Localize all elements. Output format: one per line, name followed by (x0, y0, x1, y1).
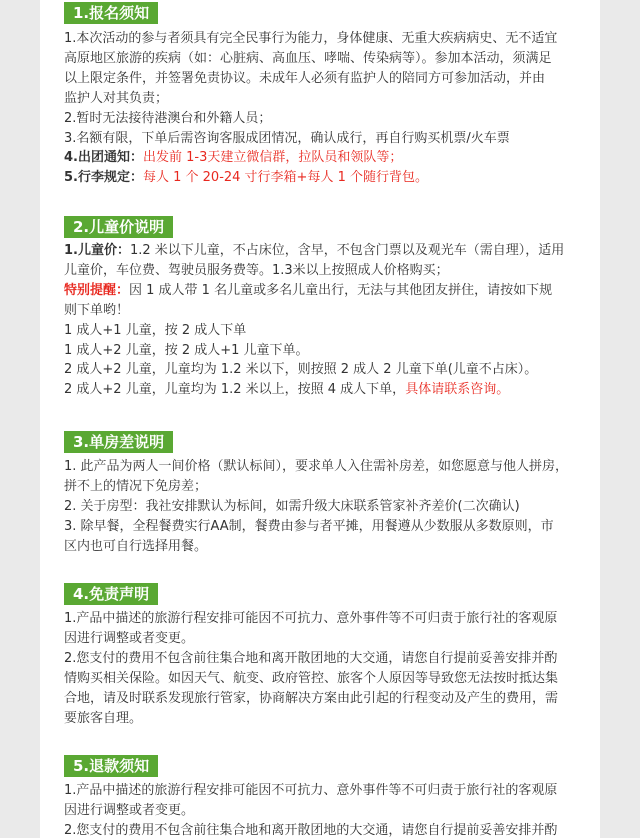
section-single-room (40, 431, 582, 557)
text-line: 1.产品中描述的旅游行程安排可能因不可抗力、意外事件等不可归责于旅行社的客观原 (64, 783, 558, 798)
text-line: 1.产品中描述的旅游行程安排可能因不可抗力、意外事件等不可归责于旅行社的客观原 (64, 611, 558, 626)
line-prefix: 4.出团通知： (64, 150, 143, 166)
text-line: 3. 除早餐，全程餐费实行AA制，餐费由参与者平摊，用餐遵从少数服从多数原则，市 (64, 518, 554, 534)
text-line: 2.您支付的费用不包含前往集合地和离开散团地的大交通，请您自行提前妥善安排并酌 (64, 650, 558, 666)
text-line: 监护人对其负责； (64, 90, 169, 106)
line-prefix: 1.儿童价： (64, 243, 130, 258)
section-disclaimer (40, 583, 572, 728)
section-title: 1.报名须知 (64, 2, 158, 24)
line-text: 因 1 成人带 1 名儿童或多名儿童出行，无法与其他团友拼住，请按如下规 (129, 282, 553, 298)
text-line: 因进行调整或者变更。 (64, 630, 195, 646)
line-prefix: 5.行李规定： (64, 170, 143, 186)
line-text: 1.2 米以下儿童，不占床位，含早，不包含门票以及观光车（需自理），适用 (129, 243, 565, 258)
section-title: 3.单房差说明 (64, 431, 173, 453)
text-line: 2.您支付的费用不包含前往集合地和离开散团地的大交通，请您自行提前妥善安排并酌 (64, 822, 558, 838)
text-line: 拼不上的情况下免房差； (64, 478, 208, 494)
text-line (64, 168, 557, 188)
line-text: 2 成人+2 儿童，儿童均为 1.2 米以上，按照 4 成人下单， (64, 382, 406, 398)
text-line: 以上限定条件，并签署免责协议。未成年人必须有监护人的陪同方可参加活动，并由 (64, 70, 546, 86)
highlight-text: 出发前 1-3天建立微信群，拉队员和领队等； (142, 150, 403, 166)
text-line (64, 281, 564, 301)
text-line (64, 241, 564, 261)
section-refund (40, 755, 571, 838)
section-title: 4.免责声明 (64, 583, 158, 605)
text-line: 3.名额有限，下单后需咨询客服成团情况，确认成行，再自行购买机票/火车票 (64, 130, 510, 146)
section-title: 2.儿童价说明 (64, 216, 173, 238)
text-line: 要旅客自理。 (64, 710, 143, 726)
warning-label: 特别提醒： (64, 282, 130, 298)
text-line (64, 148, 557, 168)
text-line: 则下单哟！ (64, 302, 130, 318)
notice-page (40, 0, 600, 838)
section-title: 5.退款须知 (64, 755, 158, 777)
text-line (64, 380, 564, 400)
text-line: 2 成人+2 儿童，儿童均为 1.2 米以下，则按照 2 成人 2 儿童下单(儿童不占床）。 (64, 362, 538, 378)
text-line: 2. 关于房型：我社安排默认为标间，如需升级大床联系管家补齐差价(二次确认) (64, 498, 520, 514)
text-line: 2.暂时无法接待港澳台和外籍人员； (64, 110, 272, 126)
text-line: 儿童价，车位费、驾驶员服务费等。1.3米以上按照成人价格购买； (64, 262, 449, 278)
text-line: 1 成人+2 儿童，按 2 成人+1 儿童下单。 (64, 342, 309, 358)
section-registration (40, 2, 571, 188)
highlight-text: 每人 1 个 20-24 寸行李箱+每人 1 个随行背包。 (142, 170, 428, 186)
text-line: 1.本次活动的参与者须具有完全民事行为能力，身体健康、无重大疾病病史、无不适宜 (64, 31, 558, 46)
text-line: 1. 此产品为两人一间价格（默认标间），要求单人入住需补房差，如您愿意与他人拼房， (64, 459, 569, 474)
text-line: 区内也可自行选择用餐。 (64, 538, 208, 554)
highlight-text: 具体请联系咨询。 (405, 382, 510, 398)
text-line: 因进行调整或者变更。 (64, 802, 195, 818)
text-line: 1 成人+1 儿童，按 2 成人下单 (64, 322, 247, 338)
text-line: 合地，请及时联系发现旅行管家，协商解决方案由此引起的行程变动及产生的费用，需 (64, 690, 559, 706)
text-line: 情购买相关保险。如因天气、航变、政府管控、旅客个人原因等导致您无法按时抵达集 (64, 670, 559, 686)
text-line: 高原地区旅游的疾病（如：心脏病、高血压、哮喘、传染病等）。参加本活动，须满足 (64, 50, 552, 66)
section-child-price (40, 216, 578, 400)
